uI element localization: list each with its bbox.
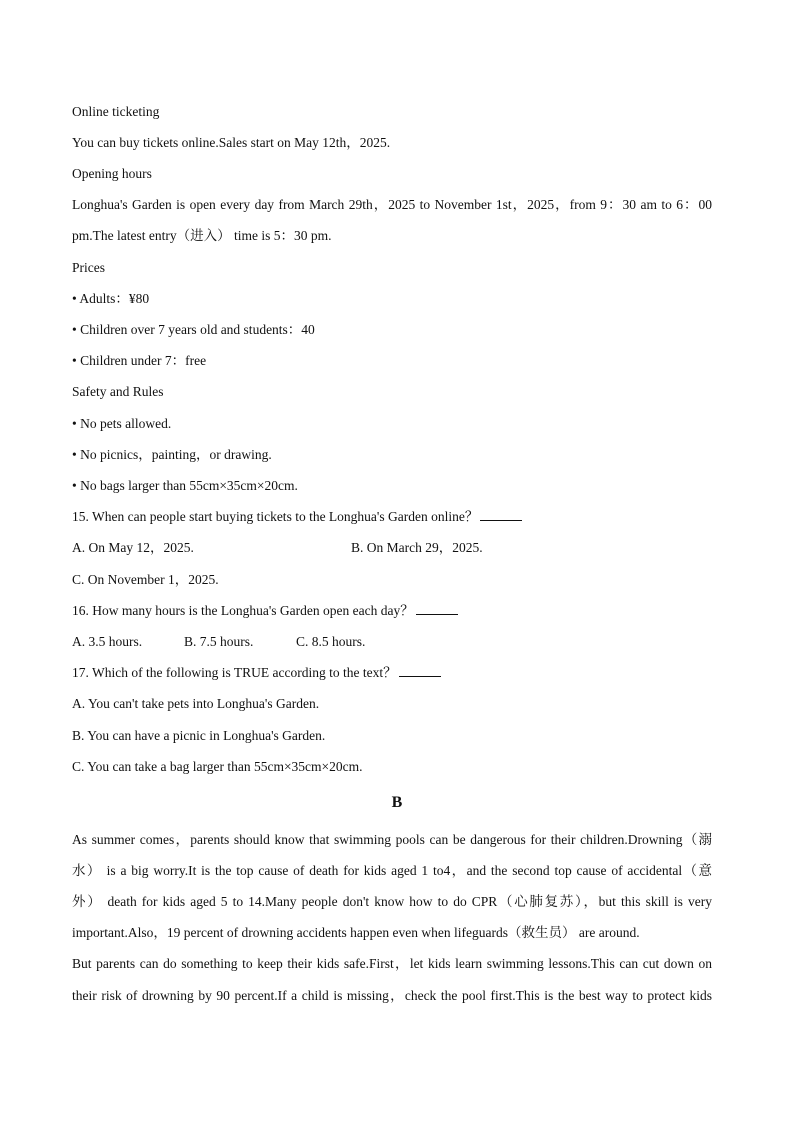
hours-text-line-2: pm.The latest entry（进入） time is 5：30 pm. bbox=[72, 228, 332, 243]
question-15-text: 15. When can people start buying tickets to the Longhua's Garden online？ bbox=[72, 509, 479, 524]
passage-b-line-3: 外） death for kids aged 5 to 14.Many people don't know how to do CPR（心肺复苏），but this skill is very bbox=[72, 894, 712, 909]
answer-blank-16 bbox=[416, 603, 458, 615]
question-15-option-a: A. On May 12，2025. bbox=[72, 540, 194, 555]
question-15-option-c: C. On November 1，2025. bbox=[72, 572, 219, 587]
heading-prices: Prices bbox=[72, 260, 105, 275]
section-b-title: B bbox=[391, 794, 403, 811]
passage-b-line-5: But parents can do something to keep their kids safe.First，let kids learn swimming lessons.This can cut down on bbox=[72, 956, 712, 971]
passage-b-line-4: important.Also，19 percent of drowning accidents happen even when lifeguards（救生员） are around. bbox=[72, 925, 640, 940]
question-16-option-b: B. 7.5 hours. bbox=[184, 634, 254, 649]
heading-opening-hours: Opening hours bbox=[72, 166, 152, 181]
ticketing-text: You can buy tickets online.Sales start on May 12th，2025. bbox=[72, 135, 391, 150]
passage-b-line-1: As summer comes，parents should know that swimming pools can be dangerous for their children.Drowning（溺 bbox=[72, 832, 712, 847]
question-15-stem bbox=[72, 509, 522, 525]
price-item-adults: • Adults：¥80 bbox=[72, 291, 150, 306]
question-16-option-c: C. 8.5 hours. bbox=[296, 634, 366, 649]
price-item-children-under-7: • Children under 7：free bbox=[72, 353, 207, 368]
hours-text-line-1: Longhua's Garden is open every day from March 29th，2025 to November 1st，2025，from 9：30 am to 6：00 bbox=[72, 197, 712, 212]
question-15-option-b: B. On March 29，2025. bbox=[351, 540, 483, 555]
heading-online-ticketing: Online ticketing bbox=[72, 104, 160, 119]
question-17-text: 17. Which of the following is TRUE according to the text？ bbox=[72, 665, 397, 680]
passage-b-line-2: 水） is a big worry.It is the top cause of death for kids aged 1 to4，and the second top cause of accidental（意 bbox=[72, 863, 712, 878]
heading-safety-rules: Safety and Rules bbox=[72, 384, 164, 399]
question-17-option-c: C. You can take a bag larger than 55cm×35cm×20cm. bbox=[72, 759, 363, 774]
passage-b-line-6: their risk of drowning by 90 percent.If a child is missing，check the pool first.This is the best way to protect kids bbox=[72, 988, 712, 1003]
price-item-children-over-7: • Children over 7 years old and students：40 bbox=[72, 322, 315, 337]
answer-blank-17 bbox=[399, 665, 441, 677]
question-17-option-a: A. You can't take pets into Longhua's Garden. bbox=[72, 696, 320, 711]
rule-item-pets: • No pets allowed. bbox=[72, 416, 172, 431]
question-16-stem bbox=[72, 603, 458, 619]
rule-item-picnics: • No picnics，painting，or drawing. bbox=[72, 447, 272, 462]
question-16-option-a: A. 3.5 hours. bbox=[72, 634, 143, 649]
question-17-option-b: B. You can have a picnic in Longhua's Garden. bbox=[72, 728, 326, 743]
question-16-text: 16. How many hours is the Longhua's Garden open each day？ bbox=[72, 603, 414, 618]
question-17-stem bbox=[72, 665, 441, 681]
answer-blank-15 bbox=[480, 509, 522, 521]
rule-item-bags: • No bags larger than 55cm×35cm×20cm. bbox=[72, 478, 298, 493]
